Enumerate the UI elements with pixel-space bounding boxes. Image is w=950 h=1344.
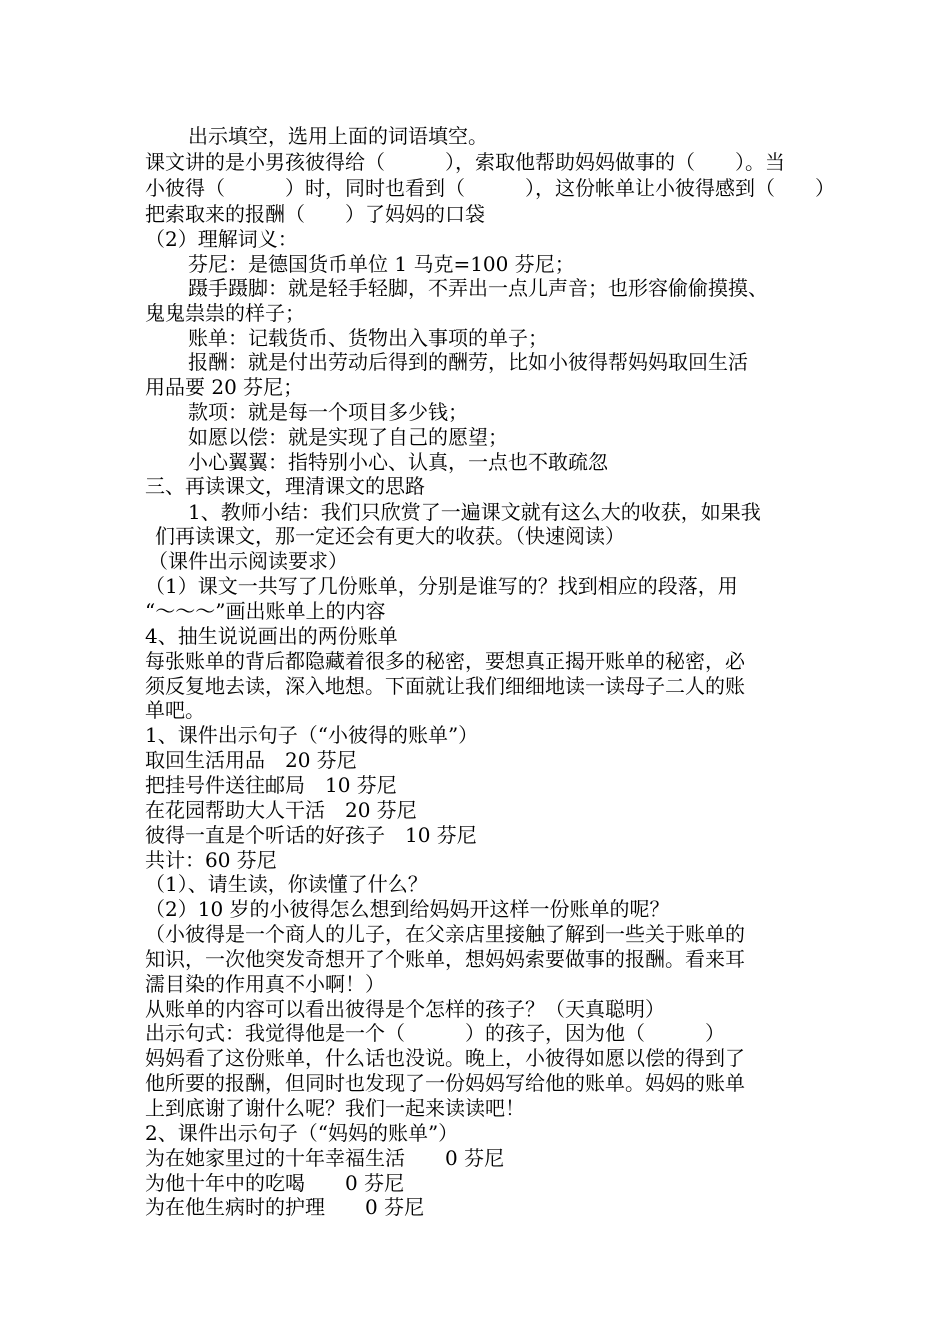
text-line: 课文讲的是小男孩彼得给（ ），索取他帮助妈妈做事的（ ）。当 xyxy=(145,150,785,174)
text-line: 三、再读课文，理清课文的思路 xyxy=(145,474,425,498)
text-line: 如愿以偿：就是实现了自己的愿望； xyxy=(188,425,508,449)
text-line: 从账单的内容可以看出彼得是个怎样的孩子？（天真聪明） xyxy=(145,997,665,1021)
text-line: 出示填空，选用上面的词语填空。 xyxy=(188,124,488,148)
text-line: 他所要的报酬，但同时也发现了一份妈妈写给他的账单。妈妈的账单 xyxy=(145,1071,745,1095)
text-line: 1、课件出示句子（“小彼得的账单”） xyxy=(145,723,479,747)
text-line: （1）课文一共写了几份账单，分别是谁写的？找到相应的段落，用 xyxy=(145,574,738,598)
text-line: 共计：60 芬尼 xyxy=(145,848,277,872)
text-line: 用品要 20 芬尼； xyxy=(145,375,304,399)
text-line: 小心翼翼：指特别小心、认真，一点也不敢疏忽 xyxy=(188,450,608,474)
text-line: 取回生活用品 20 芬尼 xyxy=(145,748,357,772)
text-line: 报酬：就是付出劳动后得到的酬劳，比如小彼得帮妈妈取回生活 xyxy=(188,350,748,374)
text-line: 单吧。 xyxy=(145,698,205,722)
text-line: 须反复地去读，深入地想。下面就让我们细细地读一读母子二人的账 xyxy=(145,674,745,698)
text-line: 濡目染的作用真不小啊！） xyxy=(145,972,385,996)
text-line: 小彼得（ ）时，同时也看到（ ），这份帐单让小彼得感到（ ） xyxy=(145,176,835,200)
text-line: 出示句式：我觉得他是一个（ ）的孩子，因为他（ ） xyxy=(145,1021,725,1045)
text-line: 知识，一次他突发奇想开了个账单，想妈妈索要做事的报酬。看来耳 xyxy=(145,947,745,971)
text-line: （2）理解词义： xyxy=(145,227,298,251)
text-line: 把挂号件送往邮局 10 芬尼 xyxy=(145,773,397,797)
text-line: “～～～”画出账单上的内容 xyxy=(145,599,386,623)
text-line: 4、抽生说说画出的两份账单 xyxy=(145,624,398,648)
text-line: 账单：记载货币、货物出入事项的单子； xyxy=(188,326,548,350)
text-line: （课件出示阅读要求） xyxy=(148,549,348,573)
text-line: 2、课件出示句子（“妈妈的账单”） xyxy=(145,1121,459,1145)
text-line: 彼得一直是个听话的好孩子 10 芬尼 xyxy=(145,823,477,847)
text-line: 每张账单的背后都隐藏着很多的秘密，要想真正揭开账单的秘密，必 xyxy=(145,649,745,673)
text-line: 蹑手蹑脚：就是轻手轻脚，不弄出一点儿声音；也形容偷偷摸摸、 xyxy=(188,276,768,300)
text-line: 1、教师小结：我们只欣赏了一遍课文就有这么大的收获，如果我 xyxy=(188,500,761,524)
text-line: 在花园帮助大人干活 20 芬尼 xyxy=(145,798,417,822)
text-line: 鬼鬼祟祟的样子； xyxy=(145,301,305,325)
text-line: 款项：就是每一个项目多少钱； xyxy=(188,400,468,424)
text-line: 上到底谢了谢什么呢？我们一起来读读吧！ xyxy=(145,1096,525,1120)
text-line: 芬尼：是德国货币单位 1 马克=100 芬尼； xyxy=(188,252,575,276)
text-line: （2）10 岁的小彼得怎么想到给妈妈开这样一份账单的呢？ xyxy=(145,897,670,921)
text-line: 把索取来的报酬（ ）了妈妈的口袋 xyxy=(145,202,485,226)
text-line: （小彼得是一个商人的儿子，在父亲店里接触了解到一些关于账单的 xyxy=(145,922,745,946)
text-line: 为在他生病时的护理 0 芬尼 xyxy=(145,1195,425,1219)
text-line: 们再读课文，那一定还会有更大的收获。（快速阅读） xyxy=(155,524,625,548)
text-line: 为在她家里过的十年幸福生活 0 芬尼 xyxy=(145,1146,505,1170)
text-line: 妈妈看了这份账单，什么话也没说。晚上，小彼得如愿以偿的得到了 xyxy=(145,1046,745,1070)
text-line: 为他十年中的吃喝 0 芬尼 xyxy=(145,1171,405,1195)
text-line: （1）、请生读，你读懂了什么？ xyxy=(145,872,428,896)
